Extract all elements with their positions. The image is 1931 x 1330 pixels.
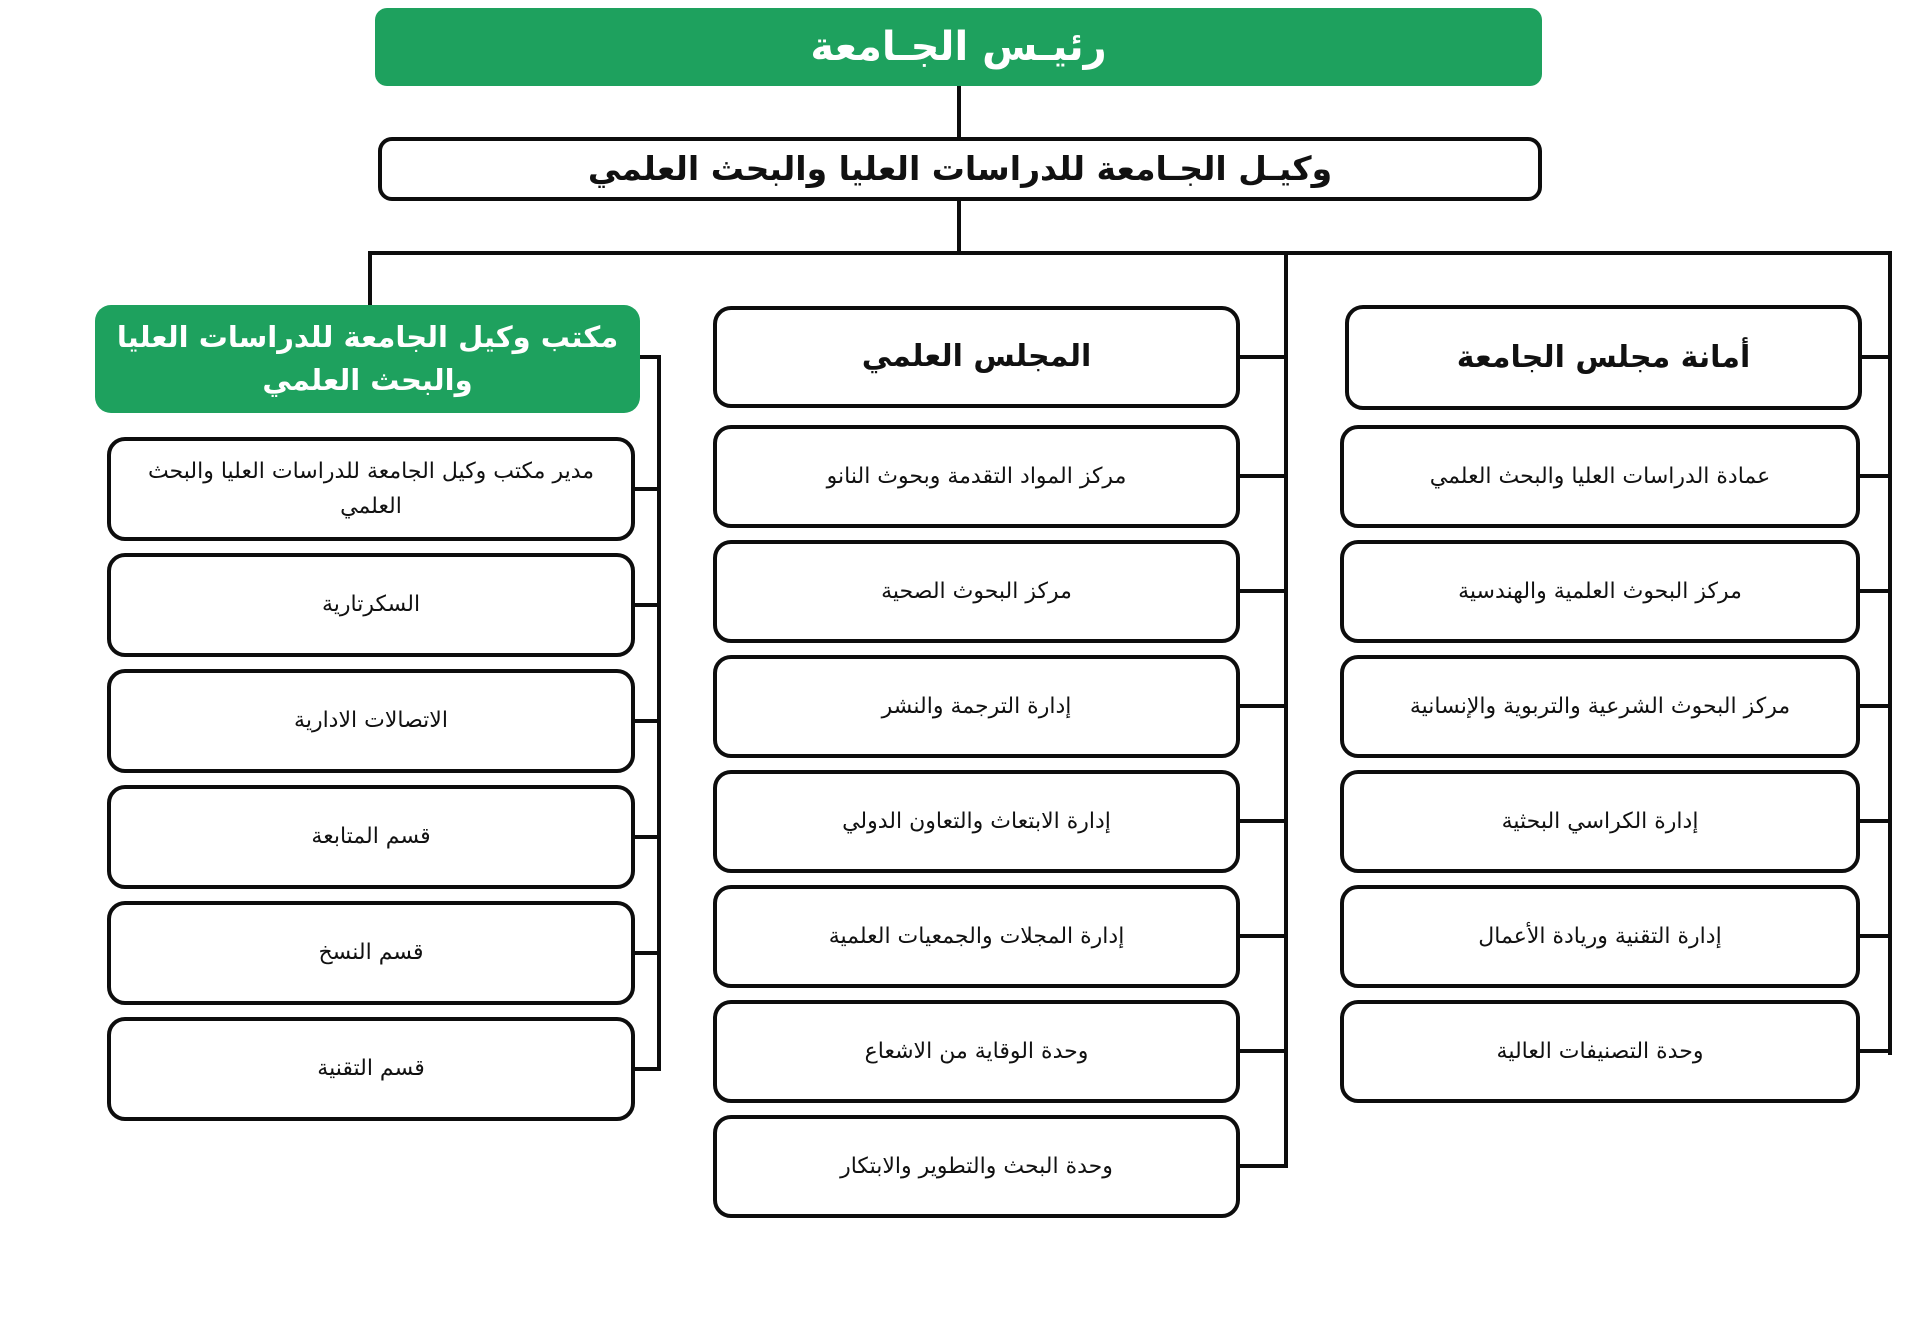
node-journals-scientific-societies: إدارة المجلات والجمعيات العلمية — [713, 885, 1240, 988]
node-sharia-educational-humanities-research-center: مركز البحوث الشرعية والتربوية والإنسانية — [1340, 655, 1860, 758]
node-scientific-council-header: المجلس العلمي — [713, 306, 1240, 408]
node-translation-publishing: إدارة الترجمة والنشر — [713, 655, 1240, 758]
connector-stub — [1860, 474, 1892, 478]
connector-rail-middle-column — [1284, 255, 1288, 1168]
node-copying-department: قسم النسخ — [107, 901, 635, 1005]
node-office-director: مدير مكتب وكيل الجامعة للدراسات العليا والبحث العلمي — [107, 437, 635, 541]
node-health-research-center: مركز البحوث الصحية — [713, 540, 1240, 643]
connector-stub — [635, 835, 661, 839]
connector-stub — [1860, 819, 1892, 823]
node-scholarship-international-cooperation: إدارة الابتعاث والتعاون الدولي — [713, 770, 1240, 873]
connector-stub — [1240, 934, 1288, 938]
connector-rail-left-column — [657, 355, 661, 1071]
connector-stub — [1240, 819, 1288, 823]
connector-vice-to-distributor — [957, 201, 961, 253]
connector-stub — [1860, 934, 1892, 938]
node-office-header: مكتب وكيل الجامعة للدراسات العليا والبحث العلمي — [95, 305, 640, 413]
connector-stub — [1240, 589, 1288, 593]
connector-stub — [635, 603, 661, 607]
connector-stub — [1240, 355, 1288, 359]
node-advanced-materials-nano-center: مركز المواد التقدمة وبحوث النانو — [713, 425, 1240, 528]
connector-stub — [635, 1067, 661, 1071]
connector-stub — [1860, 704, 1892, 708]
node-technology-department: قسم التقنية — [107, 1017, 635, 1121]
connector-distributor — [368, 251, 1892, 255]
node-follow-up-department: قسم المتابعة — [107, 785, 635, 889]
node-secretariat: السكرتارية — [107, 553, 635, 657]
connector-stub — [640, 355, 661, 359]
connector-stub — [635, 719, 661, 723]
node-administrative-communications: الاتصالات الادارية — [107, 669, 635, 773]
node-vice-rector: وكيـل الجـامعة للدراسات العليا والبحث العلمي — [378, 137, 1542, 201]
node-technology-entrepreneurship-department: إدارة التقنية وريادة الأعمال — [1340, 885, 1860, 988]
connector-stub — [1240, 1049, 1288, 1053]
connector-stub — [1240, 474, 1288, 478]
connector-stub — [1240, 704, 1288, 708]
connector-stub — [635, 951, 661, 955]
connector-stub — [1860, 355, 1892, 359]
connector-stub — [1860, 589, 1892, 593]
node-scientific-engineering-research-center: مركز البحوث العلمية والهندسية — [1340, 540, 1860, 643]
node-radiation-protection-unit: وحدة الوقاية من الاشعاع — [713, 1000, 1240, 1103]
node-research-development-innovation-unit: وحدة البحث والتطوير والابتكار — [713, 1115, 1240, 1218]
connector-root-to-vice — [957, 86, 961, 137]
connector-stub — [635, 487, 661, 491]
node-high-rankings-unit: وحدة التصنيفات العالية — [1340, 1000, 1860, 1103]
connector-drop-left-column — [368, 255, 372, 307]
connector-stub — [1860, 1049, 1892, 1053]
node-university-president: رئيـس الجـامعة — [375, 8, 1542, 86]
node-graduate-studies-deanship: عمادة الدراسات العليا والبحث العلمي — [1340, 425, 1860, 528]
connector-stub — [1240, 1164, 1288, 1168]
node-research-chairs-department: إدارة الكراسي البحثية — [1340, 770, 1860, 873]
node-council-secretariat-header: أمانة مجلس الجامعة — [1345, 305, 1862, 410]
